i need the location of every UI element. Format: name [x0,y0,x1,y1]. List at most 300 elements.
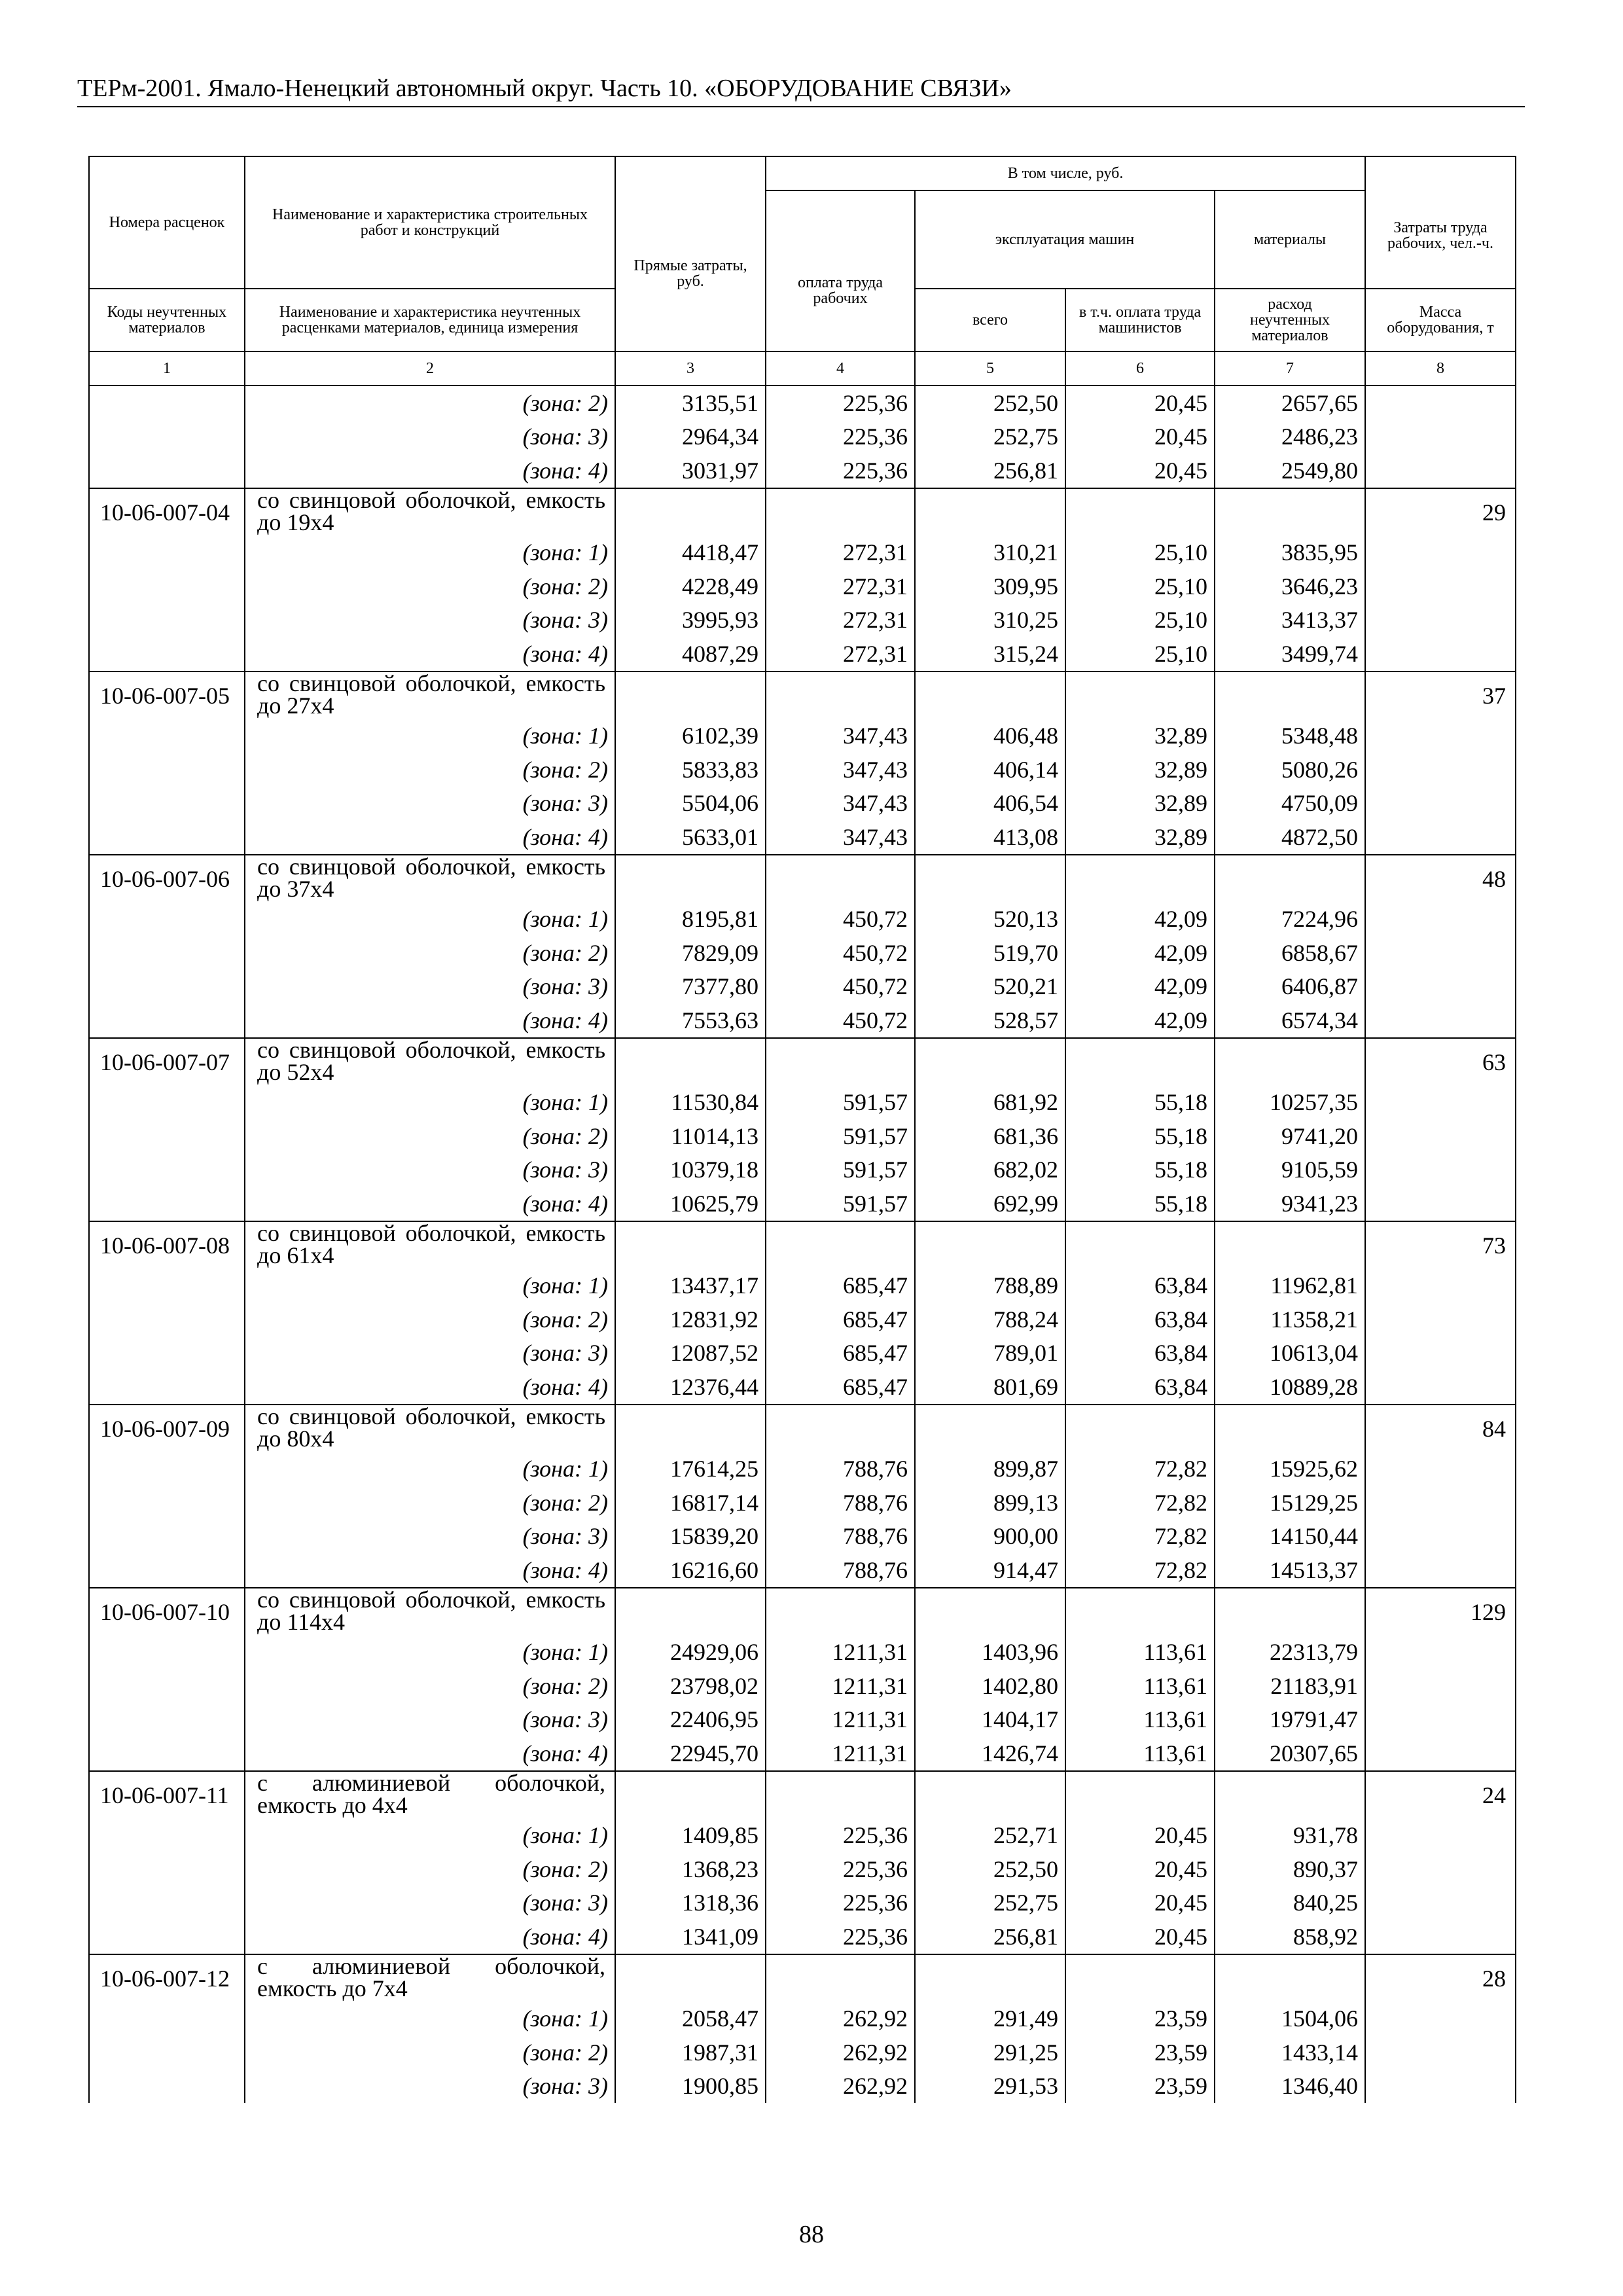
materials-cost-cell: 9741,20 [1215,1119,1365,1153]
rate-code: 10-06-007-11 [89,1771,245,1954]
labor-cost-cell: 1211,31 [766,1636,915,1670]
machine-cost-cell: 519,70 [915,936,1065,970]
operator-wage-cell: 23,59 [1065,2070,1215,2104]
empty-cell [615,855,766,903]
operator-wage-cell: 20,45 [1065,1886,1215,1920]
empty-cell [915,1771,1065,1819]
zone-label: (зона: 3) [245,787,615,821]
zone-label: (зона: 4) [245,637,615,672]
materials-cost-cell: 3499,74 [1215,637,1365,672]
labor-cost-cell: 450,72 [766,903,915,937]
rate-description: со свинцовой оболочкой, емкость до 61х4 [245,1221,615,1269]
materials-cost-cell: 2549,80 [1215,454,1365,488]
direct-cost-cell: 2058,47 [615,2002,766,2036]
labor-cost-cell: 272,31 [766,536,915,570]
labor-cost-cell: 450,72 [766,936,915,970]
zone-label: (зона: 3) [245,1153,615,1187]
zone-row [89,1153,1516,1187]
materials-cost-cell: 2657,65 [1215,386,1365,420]
direct-cost-cell: 17614,25 [615,1452,766,1486]
operator-wage-cell: 32,89 [1065,753,1215,787]
empty-cell [1215,1405,1365,1452]
empty-cell [1215,672,1365,719]
materials-cost-cell: 840,25 [1215,1886,1365,1920]
header-machines-label: эксплуатация машин [995,231,1135,248]
empty-cell [615,1954,766,2002]
rates-table [88,156,1516,2103]
materials-cost-cell: 11358,21 [1215,1302,1365,1336]
machine-cost-cell: 413,08 [915,820,1065,855]
direct-cost-cell: 24929,06 [615,1636,766,1670]
materials-cost-cell: 3835,95 [1215,536,1365,570]
labor-cost-cell: 347,43 [766,753,915,787]
zone-row [89,970,1516,1004]
operator-wage-cell: 55,18 [1065,1187,1215,1221]
zone-label: (зона: 1) [245,2002,615,2036]
labor-hours-cell [1365,420,1516,454]
machine-cost-cell: 788,89 [915,1269,1065,1303]
zone-row [89,2070,1516,2104]
rate-description: со свинцовой оболочкой, емкость до 19х4 [245,488,615,536]
labor-cost-cell: 591,57 [766,1086,915,1120]
zone-row [89,1703,1516,1737]
machine-cost-cell: 310,25 [915,603,1065,637]
empty-cell [1215,488,1365,536]
zone-row [89,2036,1516,2070]
operator-wage-cell: 32,89 [1065,719,1215,753]
materials-cost-cell: 5348,48 [1215,719,1365,753]
zone-label: (зона: 2) [245,1669,615,1703]
empty-cell [915,855,1065,903]
direct-cost-cell: 16817,14 [615,1486,766,1520]
labor-cost-cell: 450,72 [766,1003,915,1038]
zone-row [89,753,1516,787]
direct-cost-cell: 1318,36 [615,1886,766,1920]
machine-cost-cell: 692,99 [915,1187,1065,1221]
direct-cost-cell: 16216,60 [615,1553,766,1588]
empty-cell [615,1771,766,1819]
zone-label: (зона: 3) [245,1886,615,1920]
labor-hours-cell [1365,386,1516,420]
header-cell-mat-codes [89,289,245,351]
direct-cost-cell: 2964,34 [615,420,766,454]
column-number: 7 [1215,351,1365,386]
materials-cost-cell: 21183,91 [1215,1669,1365,1703]
empty-cell [766,1771,915,1819]
materials-cost-cell: 3646,23 [1215,569,1365,603]
direct-cost-cell: 7829,09 [615,936,766,970]
empty-cell [915,488,1065,536]
materials-cost-cell: 14150,44 [1215,1520,1365,1554]
rate-code: 10-06-007-08 [89,1221,245,1405]
direct-cost-cell: 11530,84 [615,1086,766,1120]
labor-cost-cell: 262,92 [766,2036,915,2070]
empty-cell [766,1405,915,1452]
zone-label: (зона: 1) [245,719,615,753]
operator-wage-cell: 25,10 [1065,637,1215,672]
zone-row [89,1553,1516,1588]
operator-wage-cell: 72,82 [1065,1553,1215,1588]
rate-code: 10-06-007-05 [89,672,245,855]
labor-cost-cell: 262,92 [766,2002,915,2036]
labor-cost-cell: 685,47 [766,1336,915,1371]
table-body [89,386,1516,2103]
rate-code: 10-06-007-07 [89,1038,245,1221]
operator-wage-cell: 113,61 [1065,1703,1215,1737]
header-cell-group [766,156,1365,190]
direct-cost-cell: 3135,51 [615,386,766,420]
zone-row [89,936,1516,970]
zone-row [89,1886,1516,1920]
machine-cost-cell: 252,75 [915,1886,1065,1920]
labor-hours: 28 [1365,1954,1516,2104]
zone-label: (зона: 4) [245,820,615,855]
empty-cell [915,1405,1065,1452]
header-rule [77,106,1525,107]
direct-cost-cell: 8195,81 [615,903,766,937]
column-number: 5 [915,351,1065,386]
materials-cost-cell: 6574,34 [1215,1003,1365,1038]
empty-cell [1215,855,1365,903]
zone-row [89,820,1516,855]
page-header: ТЕРм-2001. Ямало-Ненецкий автономный округ. Часть 10. «ОБОРУДОВАНИЕ СВЯЗИ» [77,75,1012,102]
header-code-top: Номера расценок [109,214,225,231]
machine-cost-cell: 256,81 [915,454,1065,488]
code-cell [89,420,245,454]
zone-label: (зона: 3) [245,1336,615,1371]
zone-row [89,1119,1516,1153]
column-number: 6 [1065,351,1215,386]
operator-wage-cell: 20,45 [1065,454,1215,488]
rate-entry-row [89,1588,1516,1636]
zone-row [89,1920,1516,1954]
header-cell-mat-names [245,289,615,351]
zone-label: (зона: 4) [245,1187,615,1221]
materials-cost-cell: 14513,37 [1215,1553,1365,1588]
zone-row [89,454,1516,488]
materials-cost-cell: 1433,14 [1215,2036,1365,2070]
empty-cell [766,488,915,536]
zone-label: (зона: 2) [245,386,615,420]
zone-label: (зона: 2) [245,1302,615,1336]
labor-cost-cell: 788,76 [766,1520,915,1554]
labor-cost-cell: 450,72 [766,970,915,1004]
header-cell-hours [1365,156,1516,289]
machine-cost-cell: 291,49 [915,2002,1065,2036]
zone-row [89,719,1516,753]
machine-cost-cell: 291,53 [915,2070,1065,2104]
column-number: 3 [615,351,766,386]
header-mach-total: всего [972,312,1008,329]
zone-label: (зона: 2) [245,753,615,787]
operator-wage-cell: 20,45 [1065,1920,1215,1954]
header-cell-mach-total [915,289,1065,351]
labor-cost-cell: 685,47 [766,1269,915,1303]
machine-cost-cell: 520,21 [915,970,1065,1004]
direct-cost-cell: 22945,70 [615,1736,766,1771]
zone-row [89,903,1516,937]
materials-cost-cell: 10889,28 [1215,1370,1365,1405]
direct-cost-cell: 1900,85 [615,2070,766,2104]
labor-cost-cell: 788,76 [766,1452,915,1486]
zone-row [89,420,1516,454]
zone-label: (зона: 3) [245,1520,615,1554]
machine-cost-cell: 252,50 [915,386,1065,420]
zone-label: (зона: 4) [245,1370,615,1405]
direct-cost-cell: 15839,20 [615,1520,766,1554]
materials-cost-cell: 6858,67 [1215,936,1365,970]
operator-wage-cell: 25,10 [1065,536,1215,570]
zone-label: (зона: 2) [245,1852,615,1886]
empty-cell [1215,1588,1365,1636]
empty-cell [1065,1405,1215,1452]
rate-entry-row [89,1038,1516,1086]
zone-row [89,787,1516,821]
header-code-bottom: Коды неучтенных материалов [107,304,227,336]
labor-hours: 29 [1365,488,1516,672]
direct-cost-cell: 3031,97 [615,454,766,488]
zone-label: (зона: 2) [245,2036,615,2070]
labor-cost-cell: 788,76 [766,1486,915,1520]
direct-cost-cell: 5833,83 [615,753,766,787]
direct-cost-cell: 23798,02 [615,1669,766,1703]
direct-cost-cell: 1987,31 [615,2036,766,2070]
zone-label: (зона: 4) [245,1003,615,1038]
header-labor-hours: Затраты труда рабочих, чел.-ч. [1387,219,1493,252]
empty-cell [1065,1954,1215,2002]
zone-row [89,536,1516,570]
labor-cost-cell: 225,36 [766,1920,915,1954]
machine-cost-cell: 256,81 [915,1920,1065,1954]
materials-cost-cell: 11962,81 [1215,1269,1365,1303]
zone-row [89,1520,1516,1554]
zone-label: (зона: 2) [245,569,615,603]
header-group-label: В том числе, руб. [1007,165,1124,182]
direct-cost-cell: 5504,06 [615,787,766,821]
direct-cost-cell: 1368,23 [615,1852,766,1886]
labor-cost-cell: 347,43 [766,787,915,821]
empty-cell [766,1954,915,2002]
header-cell-mat-usage [1215,289,1365,351]
machine-cost-cell: 914,47 [915,1553,1065,1588]
header-materials-label: материалы [1253,231,1326,248]
operator-wage-cell: 42,09 [1065,903,1215,937]
rate-entry-row [89,1405,1516,1452]
direct-cost-cell: 4087,29 [615,637,766,672]
rate-entry-row [89,488,1516,536]
operator-wage-cell: 23,59 [1065,2002,1215,2036]
machine-cost-cell: 1403,96 [915,1636,1065,1670]
zone-row [89,2002,1516,2036]
column-number: 1 [89,351,245,386]
materials-cost-cell: 4872,50 [1215,820,1365,855]
rate-description: с алюминиевой оболочкой, емкость до 4х4 [245,1771,615,1819]
machine-cost-cell: 682,02 [915,1153,1065,1187]
rate-description: со свинцовой оболочкой, емкость до 80х4 [245,1405,615,1452]
operator-wage-cell: 63,84 [1065,1336,1215,1371]
empty-cell [1065,1588,1215,1636]
direct-cost-cell: 12376,44 [615,1370,766,1405]
machine-cost-cell: 801,69 [915,1370,1065,1405]
operator-wage-cell: 63,84 [1065,1302,1215,1336]
zone-label: (зона: 1) [245,903,615,937]
operator-wage-cell: 32,89 [1065,787,1215,821]
machine-cost-cell: 309,95 [915,569,1065,603]
empty-cell [1065,855,1215,903]
operator-wage-cell: 55,18 [1065,1153,1215,1187]
empty-cell [615,1405,766,1452]
direct-cost-cell: 11014,13 [615,1119,766,1153]
rate-entry-row [89,855,1516,903]
operator-wage-cell: 63,84 [1065,1370,1215,1405]
zone-label: (зона: 4) [245,454,615,488]
empty-cell [915,1038,1065,1086]
labor-cost-cell: 225,36 [766,1852,915,1886]
zone-label: (зона: 1) [245,1086,615,1120]
machine-cost-cell: 900,00 [915,1520,1065,1554]
materials-cost-cell: 890,37 [1215,1852,1365,1886]
zone-row [89,1669,1516,1703]
table-head [89,156,1516,386]
operator-wage-cell: 72,82 [1065,1520,1215,1554]
zone-row [89,603,1516,637]
header-cell-materials [1215,190,1365,289]
labor-cost-cell: 225,36 [766,1819,915,1853]
direct-cost-cell: 4418,47 [615,536,766,570]
header-mach-labor: в т.ч. оплата труда машинистов [1079,304,1202,336]
labor-cost-cell: 1211,31 [766,1736,915,1771]
operator-wage-cell: 55,18 [1065,1119,1215,1153]
machine-cost-cell: 899,13 [915,1486,1065,1520]
materials-cost-cell: 10613,04 [1215,1336,1365,1371]
zone-label: (зона: 2) [245,1119,615,1153]
rate-code: 10-06-007-12 [89,1954,245,2104]
machine-cost-cell: 1426,74 [915,1736,1065,1771]
header-name-top: Наименование и характеристика строительных работ и конструкций [272,206,588,239]
labor-hours-cell [1365,454,1516,488]
rate-description: со свинцовой оболочкой, емкость до 52х4 [245,1038,615,1086]
machine-cost-cell: 1404,17 [915,1703,1065,1737]
zone-row [89,1636,1516,1670]
empty-cell [766,1221,915,1269]
zone-label: (зона: 3) [245,970,615,1004]
rate-code: 10-06-007-06 [89,855,245,1038]
direct-cost-cell: 13437,17 [615,1269,766,1303]
labor-cost-cell: 685,47 [766,1302,915,1336]
code-cell [89,386,245,420]
zone-label: (зона: 3) [245,603,615,637]
zone-row [89,1302,1516,1336]
machine-cost-cell: 528,57 [915,1003,1065,1038]
machine-cost-cell: 406,48 [915,719,1065,753]
materials-cost-cell: 1504,06 [1215,2002,1365,2036]
machine-cost-cell: 1402,80 [915,1669,1065,1703]
materials-cost-cell: 2486,23 [1215,420,1365,454]
zone-label: (зона: 1) [245,536,615,570]
labor-hours: 63 [1365,1038,1516,1221]
labor-cost-cell: 262,92 [766,2070,915,2104]
operator-wage-cell: 25,10 [1065,603,1215,637]
materials-cost-cell: 3413,37 [1215,603,1365,637]
zone-label: (зона: 1) [245,1452,615,1486]
machine-cost-cell: 310,21 [915,536,1065,570]
operator-wage-cell: 55,18 [1065,1086,1215,1120]
machine-cost-cell: 789,01 [915,1336,1065,1371]
rate-description: с алюминиевой оболочкой, емкость до 7х4 [245,1954,615,2002]
empty-cell [1065,1038,1215,1086]
zone-label: (зона: 3) [245,2070,615,2104]
zone-row [89,1086,1516,1120]
operator-wage-cell: 20,45 [1065,1819,1215,1853]
zone-label: (зона: 3) [245,420,615,454]
labor-hours: 84 [1365,1405,1516,1588]
machine-cost-cell: 406,14 [915,753,1065,787]
rate-entry-row [89,672,1516,719]
materials-cost-cell: 10257,35 [1215,1086,1365,1120]
zone-row [89,386,1516,420]
materials-cost-cell: 858,92 [1215,1920,1365,1954]
direct-cost-cell: 12087,52 [615,1336,766,1371]
machine-cost-cell: 406,54 [915,787,1065,821]
header-cell-name [245,156,615,289]
machine-cost-cell: 681,36 [915,1119,1065,1153]
labor-cost-cell: 347,43 [766,820,915,855]
direct-cost-cell: 12831,92 [615,1302,766,1336]
header-name-bottom: Наименование и характеристика неучтенных расценками материалов, единица измерения [279,304,581,336]
labor-cost-cell: 591,57 [766,1187,915,1221]
direct-cost-cell: 7553,63 [615,1003,766,1038]
header-cell-machines [915,190,1215,289]
materials-cost-cell: 9341,23 [1215,1187,1365,1221]
empty-cell [615,1588,766,1636]
direct-cost-cell: 3995,93 [615,603,766,637]
empty-cell [615,672,766,719]
header-direct-costs: Прямые затраты, руб. [633,257,747,290]
materials-cost-cell: 6406,87 [1215,970,1365,1004]
code-cell [89,454,245,488]
labor-hours: 48 [1365,855,1516,1038]
labor-cost-cell: 225,36 [766,1886,915,1920]
materials-cost-cell: 15925,62 [1215,1452,1365,1486]
zone-label: (зона: 4) [245,1736,615,1771]
operator-wage-cell: 113,61 [1065,1736,1215,1771]
rate-description: со свинцовой оболочкой, емкость до 37х4 [245,855,615,903]
rate-entry-row [89,1221,1516,1269]
empty-cell [766,1038,915,1086]
labor-cost-cell: 591,57 [766,1119,915,1153]
operator-wage-cell: 25,10 [1065,569,1215,603]
zone-row [89,1003,1516,1038]
zone-label: (зона: 4) [245,1920,615,1954]
header-cell-mass [1365,289,1516,351]
labor-cost-cell: 591,57 [766,1153,915,1187]
machine-cost-cell: 788,24 [915,1302,1065,1336]
column-number: 2 [245,351,615,386]
zone-row [89,1336,1516,1371]
page-number: 88 [799,2221,824,2248]
operator-wage-cell: 63,84 [1065,1269,1215,1303]
operator-wage-cell: 42,09 [1065,936,1215,970]
header-cell-direct [615,156,766,351]
operator-wage-cell: 32,89 [1065,820,1215,855]
direct-cost-cell: 10379,18 [615,1153,766,1187]
labor-cost-cell: 272,31 [766,603,915,637]
zone-label: (зона: 2) [245,1486,615,1520]
zone-row [89,1269,1516,1303]
operator-wage-cell: 72,82 [1065,1452,1215,1486]
rate-entry-row [89,1771,1516,1819]
empty-cell [1215,1038,1365,1086]
